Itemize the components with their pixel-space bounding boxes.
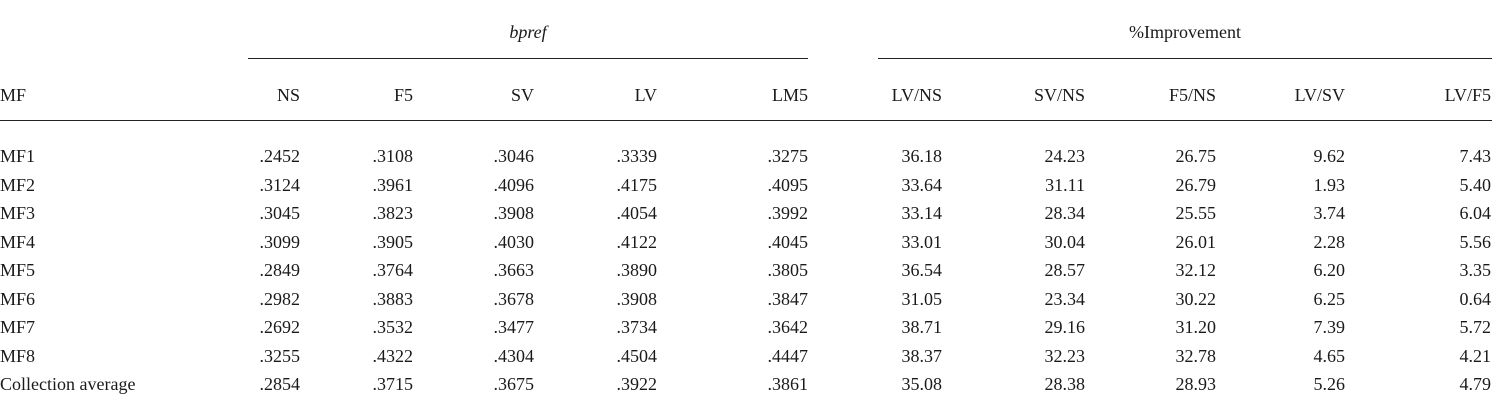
table-cell: .4095 — [767, 175, 808, 195]
table-cell: 5.56 — [1459, 232, 1491, 252]
table-cell: .4122 — [616, 232, 657, 252]
table-cell: .3642 — [767, 317, 808, 337]
table-cell: 6.20 — [1313, 260, 1345, 280]
column-header-sv: SV — [510, 85, 534, 105]
table-cell: 5.72 — [1459, 317, 1491, 337]
table-cell: .2692 — [259, 317, 300, 337]
table-cell: .4030 — [493, 232, 534, 252]
table-cell: 5.40 — [1459, 175, 1491, 195]
table-cell: 4.65 — [1313, 346, 1345, 366]
table-cell: .3045 — [259, 203, 300, 223]
table-cell: .3477 — [493, 317, 534, 337]
table-cell: 32.23 — [1044, 346, 1085, 366]
header-rule — [0, 120, 1492, 121]
table-cell: 24.23 — [1044, 146, 1085, 166]
row-label: MF7 — [0, 317, 36, 337]
table-cell: .3046 — [493, 146, 534, 166]
table-cell: 38.37 — [901, 346, 942, 366]
table-cell: 30.22 — [1175, 289, 1216, 309]
table-cell: 3.35 — [1459, 260, 1491, 280]
table-cell: .3823 — [372, 203, 413, 223]
column-header-f5-ns: F5/NS — [1168, 85, 1216, 105]
table-cell: 2.28 — [1313, 232, 1345, 252]
column-header-lv-ns: LV/NS — [891, 85, 942, 105]
table-cell: 38.71 — [901, 317, 942, 337]
table-cell: 3.74 — [1313, 203, 1345, 223]
table-cell: .4447 — [767, 346, 808, 366]
table-cell: 31.05 — [901, 289, 942, 309]
column-header-lv: LV — [634, 85, 657, 105]
table-cell: .3861 — [767, 374, 808, 394]
table-cell: 33.14 — [901, 203, 942, 223]
table-cell: .3734 — [616, 317, 657, 337]
group-rule-bpref — [248, 58, 808, 59]
table-cell: .4304 — [493, 346, 534, 366]
table-cell: 28.93 — [1175, 374, 1216, 394]
table-cell: 26.01 — [1175, 232, 1216, 252]
table-cell: 36.54 — [901, 260, 942, 280]
table-cell: 26.75 — [1175, 146, 1216, 166]
table-cell: .3275 — [767, 146, 808, 166]
table-cell: 28.34 — [1044, 203, 1085, 223]
table-cell: .3992 — [767, 203, 808, 223]
table-cell: .2452 — [259, 146, 300, 166]
table-cell: 7.39 — [1313, 317, 1345, 337]
table-cell: 0.64 — [1459, 289, 1491, 309]
group-rule-improvement — [878, 58, 1492, 59]
table-cell: .4322 — [372, 346, 413, 366]
table-cell: 23.34 — [1044, 289, 1085, 309]
table-cell: 28.57 — [1044, 260, 1085, 280]
column-header-lv-f5: LV/F5 — [1444, 85, 1491, 105]
table-cell: 36.18 — [901, 146, 942, 166]
row-label: MF2 — [0, 175, 36, 195]
table-cell: 1.93 — [1313, 175, 1345, 195]
table-cell: .3663 — [493, 260, 534, 280]
table-cell: .3961 — [372, 175, 413, 195]
table-cell: 31.20 — [1175, 317, 1216, 337]
table-cell: .3922 — [616, 374, 657, 394]
column-header-lv-sv: LV/SV — [1294, 85, 1345, 105]
column-header-ns: NS — [276, 85, 300, 105]
table-cell: 32.78 — [1175, 346, 1216, 366]
table-cell: .3715 — [372, 374, 413, 394]
table-cell: .2854 — [259, 374, 300, 394]
column-header-sv-ns: SV/NS — [1033, 85, 1085, 105]
table-cell: .4504 — [616, 346, 657, 366]
column-header-mf: MF — [0, 85, 27, 105]
table-cell: 35.08 — [901, 374, 942, 394]
row-label: MF8 — [0, 346, 36, 366]
table-cell: .4045 — [767, 232, 808, 252]
table-cell: .2849 — [259, 260, 300, 280]
table-cell: 4.79 — [1459, 374, 1491, 394]
table-cell: .4175 — [616, 175, 657, 195]
table-cell: .3805 — [767, 260, 808, 280]
table-cell: .3675 — [493, 374, 534, 394]
table-cell: .3847 — [767, 289, 808, 309]
table-cell: 28.38 — [1044, 374, 1085, 394]
table-cell: .3108 — [372, 146, 413, 166]
row-label: MF5 — [0, 260, 36, 280]
table-cell: 26.79 — [1175, 175, 1216, 195]
table-cell: 33.01 — [901, 232, 942, 252]
table-cell: 32.12 — [1175, 260, 1216, 280]
column-header-lm5: LM5 — [772, 85, 808, 105]
group-title-improvement: %Improvement — [1129, 22, 1241, 42]
table-cell: .3908 — [616, 289, 657, 309]
table-cell: .4096 — [493, 175, 534, 195]
column-header-f5: F5 — [393, 85, 413, 105]
row-label: Collection average — [0, 374, 136, 394]
row-label: MF4 — [0, 232, 36, 252]
group-title-bpref: bpref — [509, 22, 547, 42]
table-cell: 4.21 — [1459, 346, 1491, 366]
table-cell: 31.11 — [1045, 175, 1085, 195]
table-cell: .3883 — [372, 289, 413, 309]
table-cell: 7.43 — [1459, 146, 1491, 166]
table-cell: .2982 — [259, 289, 300, 309]
table-cell: 6.25 — [1313, 289, 1345, 309]
table-cell: 5.26 — [1313, 374, 1345, 394]
table-cell: .3339 — [616, 146, 657, 166]
table-cell: .3532 — [372, 317, 413, 337]
table-cell: 25.55 — [1175, 203, 1216, 223]
row-label: MF6 — [0, 289, 36, 309]
table-cell: .3678 — [493, 289, 534, 309]
table-cell: .3905 — [372, 232, 413, 252]
table-cell: 9.62 — [1313, 146, 1345, 166]
row-label: MF1 — [0, 146, 36, 166]
table-cell: .3908 — [493, 203, 534, 223]
table-cell: .4054 — [616, 203, 657, 223]
table-cell: 33.64 — [901, 175, 942, 195]
table-cell: .3099 — [259, 232, 300, 252]
table-cell: .3255 — [259, 346, 300, 366]
table-cell: .3890 — [616, 260, 657, 280]
table-cell: .3124 — [259, 175, 300, 195]
row-label: MF3 — [0, 203, 36, 223]
table-cell: 29.16 — [1044, 317, 1085, 337]
table-cell: 30.04 — [1044, 232, 1085, 252]
table-cell: .3764 — [372, 260, 413, 280]
table-cell: 6.04 — [1459, 203, 1491, 223]
